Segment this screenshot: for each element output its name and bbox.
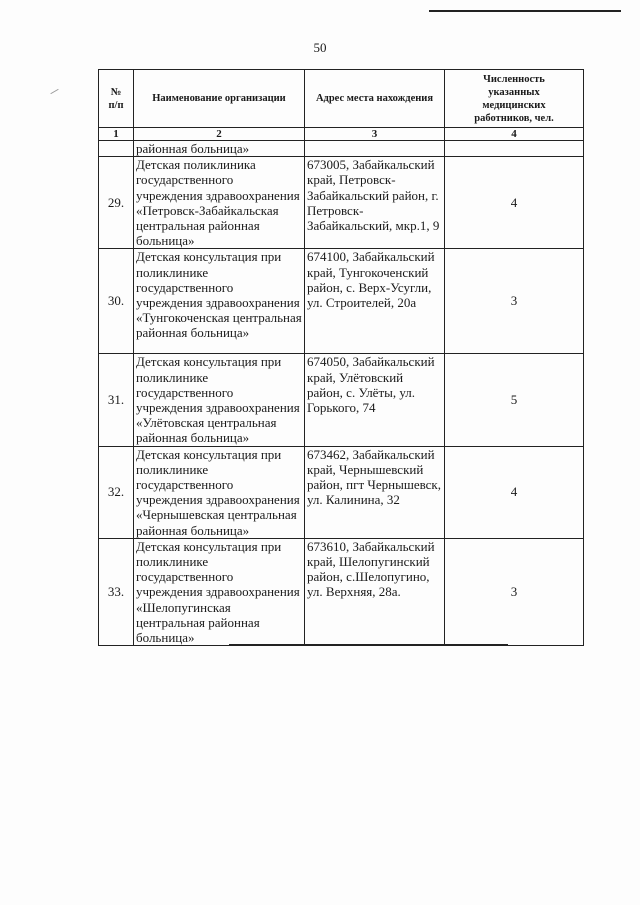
cell-address: 674050, Забайкальский край, Улётовский район, с. Улёты, ул. Горького, 74 — [305, 354, 445, 446]
column-number: 4 — [445, 128, 584, 141]
cell-count: 4 — [445, 446, 584, 538]
table-row — [99, 446, 584, 538]
table-header-row — [99, 70, 584, 128]
table-row — [99, 157, 584, 249]
top-rule — [429, 10, 621, 12]
stray-mark — [50, 89, 58, 94]
header-count: Численность указанных медицинских работников, чел. — [445, 70, 584, 128]
cell-count: 4 — [445, 157, 584, 249]
cell-name: районная больница» — [134, 141, 305, 157]
cell-address: 673610, Забайкальский край, Шелопугинский район, с.Шелопугино, ул. Верхняя, 28а. — [305, 538, 445, 645]
cell-num: 29. — [99, 157, 134, 249]
table-row — [99, 538, 584, 645]
table-row — [99, 354, 584, 446]
cell-name: Детская консультация при поликлинике государственного учреждения здравоохранения «Чернышевская центральная районная больница» — [134, 446, 305, 538]
page-number: 50 — [313, 40, 327, 55]
organizations-table — [98, 69, 584, 646]
header-num: № п/п — [99, 70, 134, 128]
cell-count: 5 — [445, 354, 584, 446]
cell-name: Детская поликлиника государственного учреждения здравоохранения «Петровск-Забайкальская центральная районная больница» — [134, 157, 305, 249]
column-number: 3 — [305, 128, 445, 141]
cell-num: 33. — [99, 538, 134, 645]
cell-name: Детская консультация при поликлинике государственного учреждения здравоохранения «Шелопугинская центральная районная больница» — [134, 538, 305, 645]
cell-count: 3 — [445, 538, 584, 645]
bottom-rule — [229, 644, 508, 645]
cell-address: 673005, Забайкальский край, Петровск-Забайкальский район, г. Петровск-Забайкальский, мкр.1, 9 — [305, 157, 445, 249]
continuation-row — [99, 141, 584, 157]
column-numbers-row — [99, 128, 584, 141]
cell-num: 31. — [99, 354, 134, 446]
cell-count — [445, 141, 584, 157]
cell-address: 673462, Забайкальский край, Чернышевский район, пгт Чернышевск, ул. Калинина, 32 — [305, 446, 445, 538]
column-number: 1 — [99, 128, 134, 141]
cell-address: 674100, Забайкальский край, Тунгокоченский район, с. Верх-Усугли, ул. Строителей, 20а — [305, 249, 445, 354]
cell-name: Детская консультация при поликлинике государственного учреждения здравоохранения «Улётовская центральная районная больница» — [134, 354, 305, 446]
header-address: Адрес места нахождения — [305, 70, 445, 128]
cell-address — [305, 141, 445, 157]
column-number: 2 — [134, 128, 305, 141]
table-row — [99, 249, 584, 354]
cell-num: 32. — [99, 446, 134, 538]
cell-num: 30. — [99, 249, 134, 354]
cell-num — [99, 141, 134, 157]
cell-name: Детская консультация при поликлинике государственного учреждения здравоохранения «Тунгокоченская центральная районная больница» — [134, 249, 305, 354]
cell-count: 3 — [445, 249, 584, 354]
header-name: Наименование организации — [134, 70, 305, 128]
